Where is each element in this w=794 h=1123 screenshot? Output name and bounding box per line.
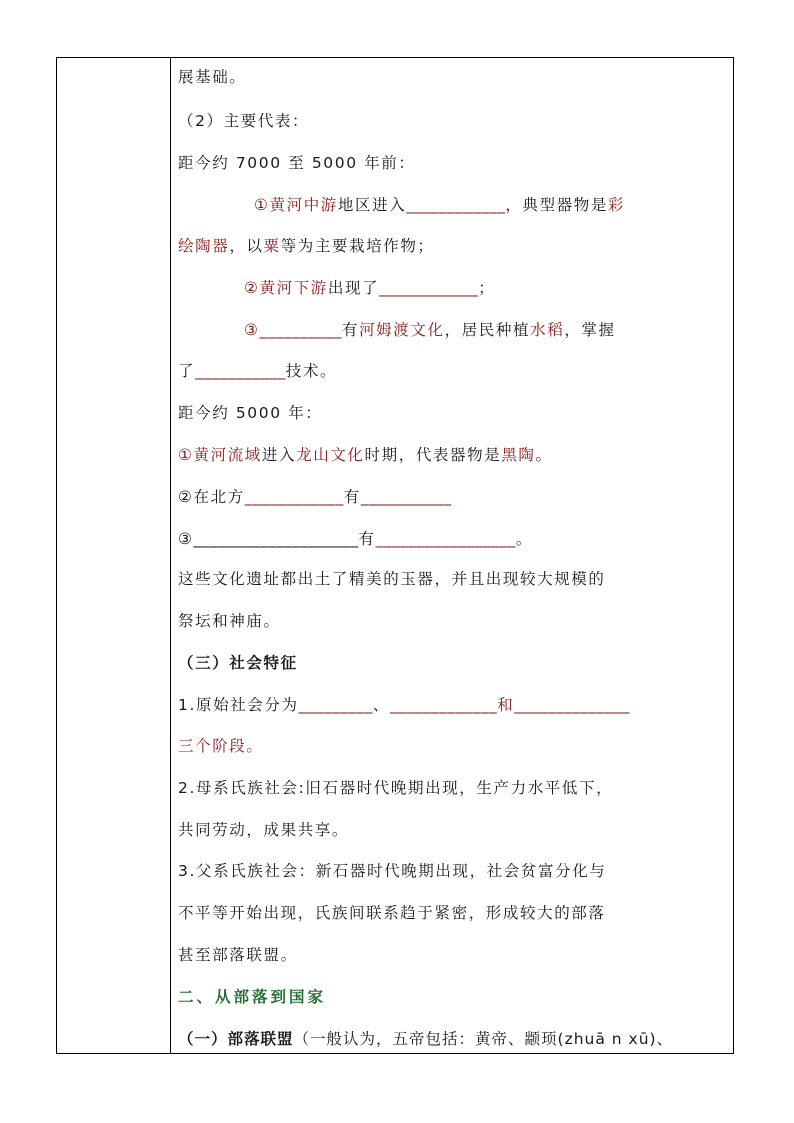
- fill-blank[interactable]: ___________: [195, 362, 286, 380]
- text: 、: [372, 696, 390, 714]
- keyword: 黄河中游: [269, 196, 338, 214]
- text: 进入: [261, 446, 297, 464]
- text: 出现了: [327, 279, 380, 297]
- text: 1.原始社会分为: [178, 696, 299, 714]
- fill-blank[interactable]: _________: [298, 696, 373, 714]
- text-line-18: [178, 777, 613, 799]
- keyword: 彩: [607, 196, 626, 214]
- text: 技术。: [285, 362, 338, 380]
- text-line-20: [178, 860, 606, 882]
- text: 等为主要栽培作物；: [280, 237, 435, 255]
- text-line-6: [244, 277, 495, 299]
- fill-blank[interactable]: ____________: [244, 488, 344, 506]
- fill-blank[interactable]: __________: [259, 321, 342, 339]
- text: 这些文化遗址都出土了精美的玉器，并且出现较大规模的: [178, 570, 606, 588]
- text-line-24: [178, 1028, 673, 1050]
- text: 祭坛和神庙。: [178, 612, 281, 630]
- text-line-17: [178, 735, 264, 757]
- fill-blank[interactable]: ____________: [379, 279, 479, 297]
- text: ，居民种植: [444, 321, 531, 339]
- text-line-5: [178, 235, 435, 257]
- text: ，典型器物是: [505, 196, 608, 214]
- heading-text: 二、从部落到国家: [178, 988, 327, 1006]
- text: ，以: [229, 237, 264, 255]
- text: 。: [535, 446, 553, 464]
- subheading: （一）部落联盟: [178, 1030, 294, 1048]
- keyword: 龙山文化: [296, 446, 365, 464]
- text: 不平等开始出现，氏族间联系趋于紧密，形成较大的部落: [178, 904, 606, 922]
- keyword: 黄河流域: [193, 446, 262, 464]
- text-line-3: [178, 152, 416, 174]
- section-heading-social: [178, 652, 298, 674]
- circled-number: ②: [244, 279, 260, 297]
- text-line-9: [178, 402, 322, 424]
- text: 共同劳动，成果共享。: [178, 821, 350, 839]
- text: （2）主要代表：: [178, 112, 310, 130]
- text-line-14: [178, 610, 281, 632]
- text: （一般认为，五帝包括：黄帝、颛顼(zhuā n xū)、: [293, 1030, 674, 1048]
- text-line-21: [178, 902, 606, 924]
- keyword: 黄河下游: [259, 279, 328, 297]
- circled-number: ③: [178, 530, 194, 548]
- text: 。: [515, 530, 533, 548]
- text: 地区进入: [337, 196, 407, 214]
- text-line-19: [178, 819, 349, 841]
- keyword: 水稻: [530, 321, 565, 339]
- text: 展基础。: [178, 68, 247, 86]
- text: ②在北方: [178, 488, 245, 506]
- text-line-4: [254, 194, 625, 216]
- circled-number: ③: [244, 321, 260, 339]
- text: 距今约 7000 至 5000 年前：: [178, 154, 416, 172]
- text: 和: [497, 696, 515, 714]
- text: 2.母系氏族社会:旧石器时代晚期出现，生产力水平低下，: [178, 779, 614, 797]
- fill-blank[interactable]: ____________________: [193, 530, 359, 548]
- text-line-10: [178, 444, 553, 466]
- text: 时期，代表器物是: [364, 446, 502, 464]
- circled-number: ①: [254, 196, 270, 214]
- circled-number: ①: [178, 446, 194, 464]
- text-line-13: [178, 568, 606, 590]
- keyword: 绘陶器: [178, 237, 230, 255]
- keyword: 河姆渡文化: [359, 321, 445, 339]
- text-line-22: [178, 944, 298, 966]
- text: 三个阶段。: [178, 737, 264, 755]
- fill-blank[interactable]: ___________: [360, 488, 452, 506]
- text: ，掌握: [564, 321, 616, 339]
- text-line-11: [178, 486, 452, 508]
- text: 有: [358, 530, 376, 548]
- text-line-16: [178, 694, 630, 716]
- text-line-12: [178, 528, 533, 550]
- text: 了: [178, 362, 196, 380]
- text-line-1: [178, 66, 246, 88]
- text-line-8: [178, 360, 337, 382]
- section-heading-tribe-to-state: [178, 986, 326, 1008]
- text: ；: [478, 279, 496, 297]
- fill-blank[interactable]: ____________: [406, 196, 506, 214]
- fill-blank[interactable]: _________________: [375, 530, 516, 548]
- text-line-7: [244, 319, 616, 341]
- column-divider: [170, 58, 171, 1053]
- heading-text: （三）社会特征: [178, 654, 298, 672]
- text: 3.父系氏族社会：新石器时代晚期出现，社会贫富分化与: [178, 862, 607, 880]
- text: 有: [343, 488, 361, 506]
- keyword: 粟: [263, 237, 281, 255]
- fill-blank[interactable]: _____________: [389, 696, 498, 714]
- fill-blank[interactable]: ______________: [514, 696, 630, 714]
- text: 有: [342, 321, 360, 339]
- text: 距今约 5000 年：: [178, 404, 323, 422]
- text-line-2: [178, 110, 309, 132]
- keyword: 黑陶: [501, 446, 536, 464]
- text: 甚至部落联盟。: [178, 946, 298, 964]
